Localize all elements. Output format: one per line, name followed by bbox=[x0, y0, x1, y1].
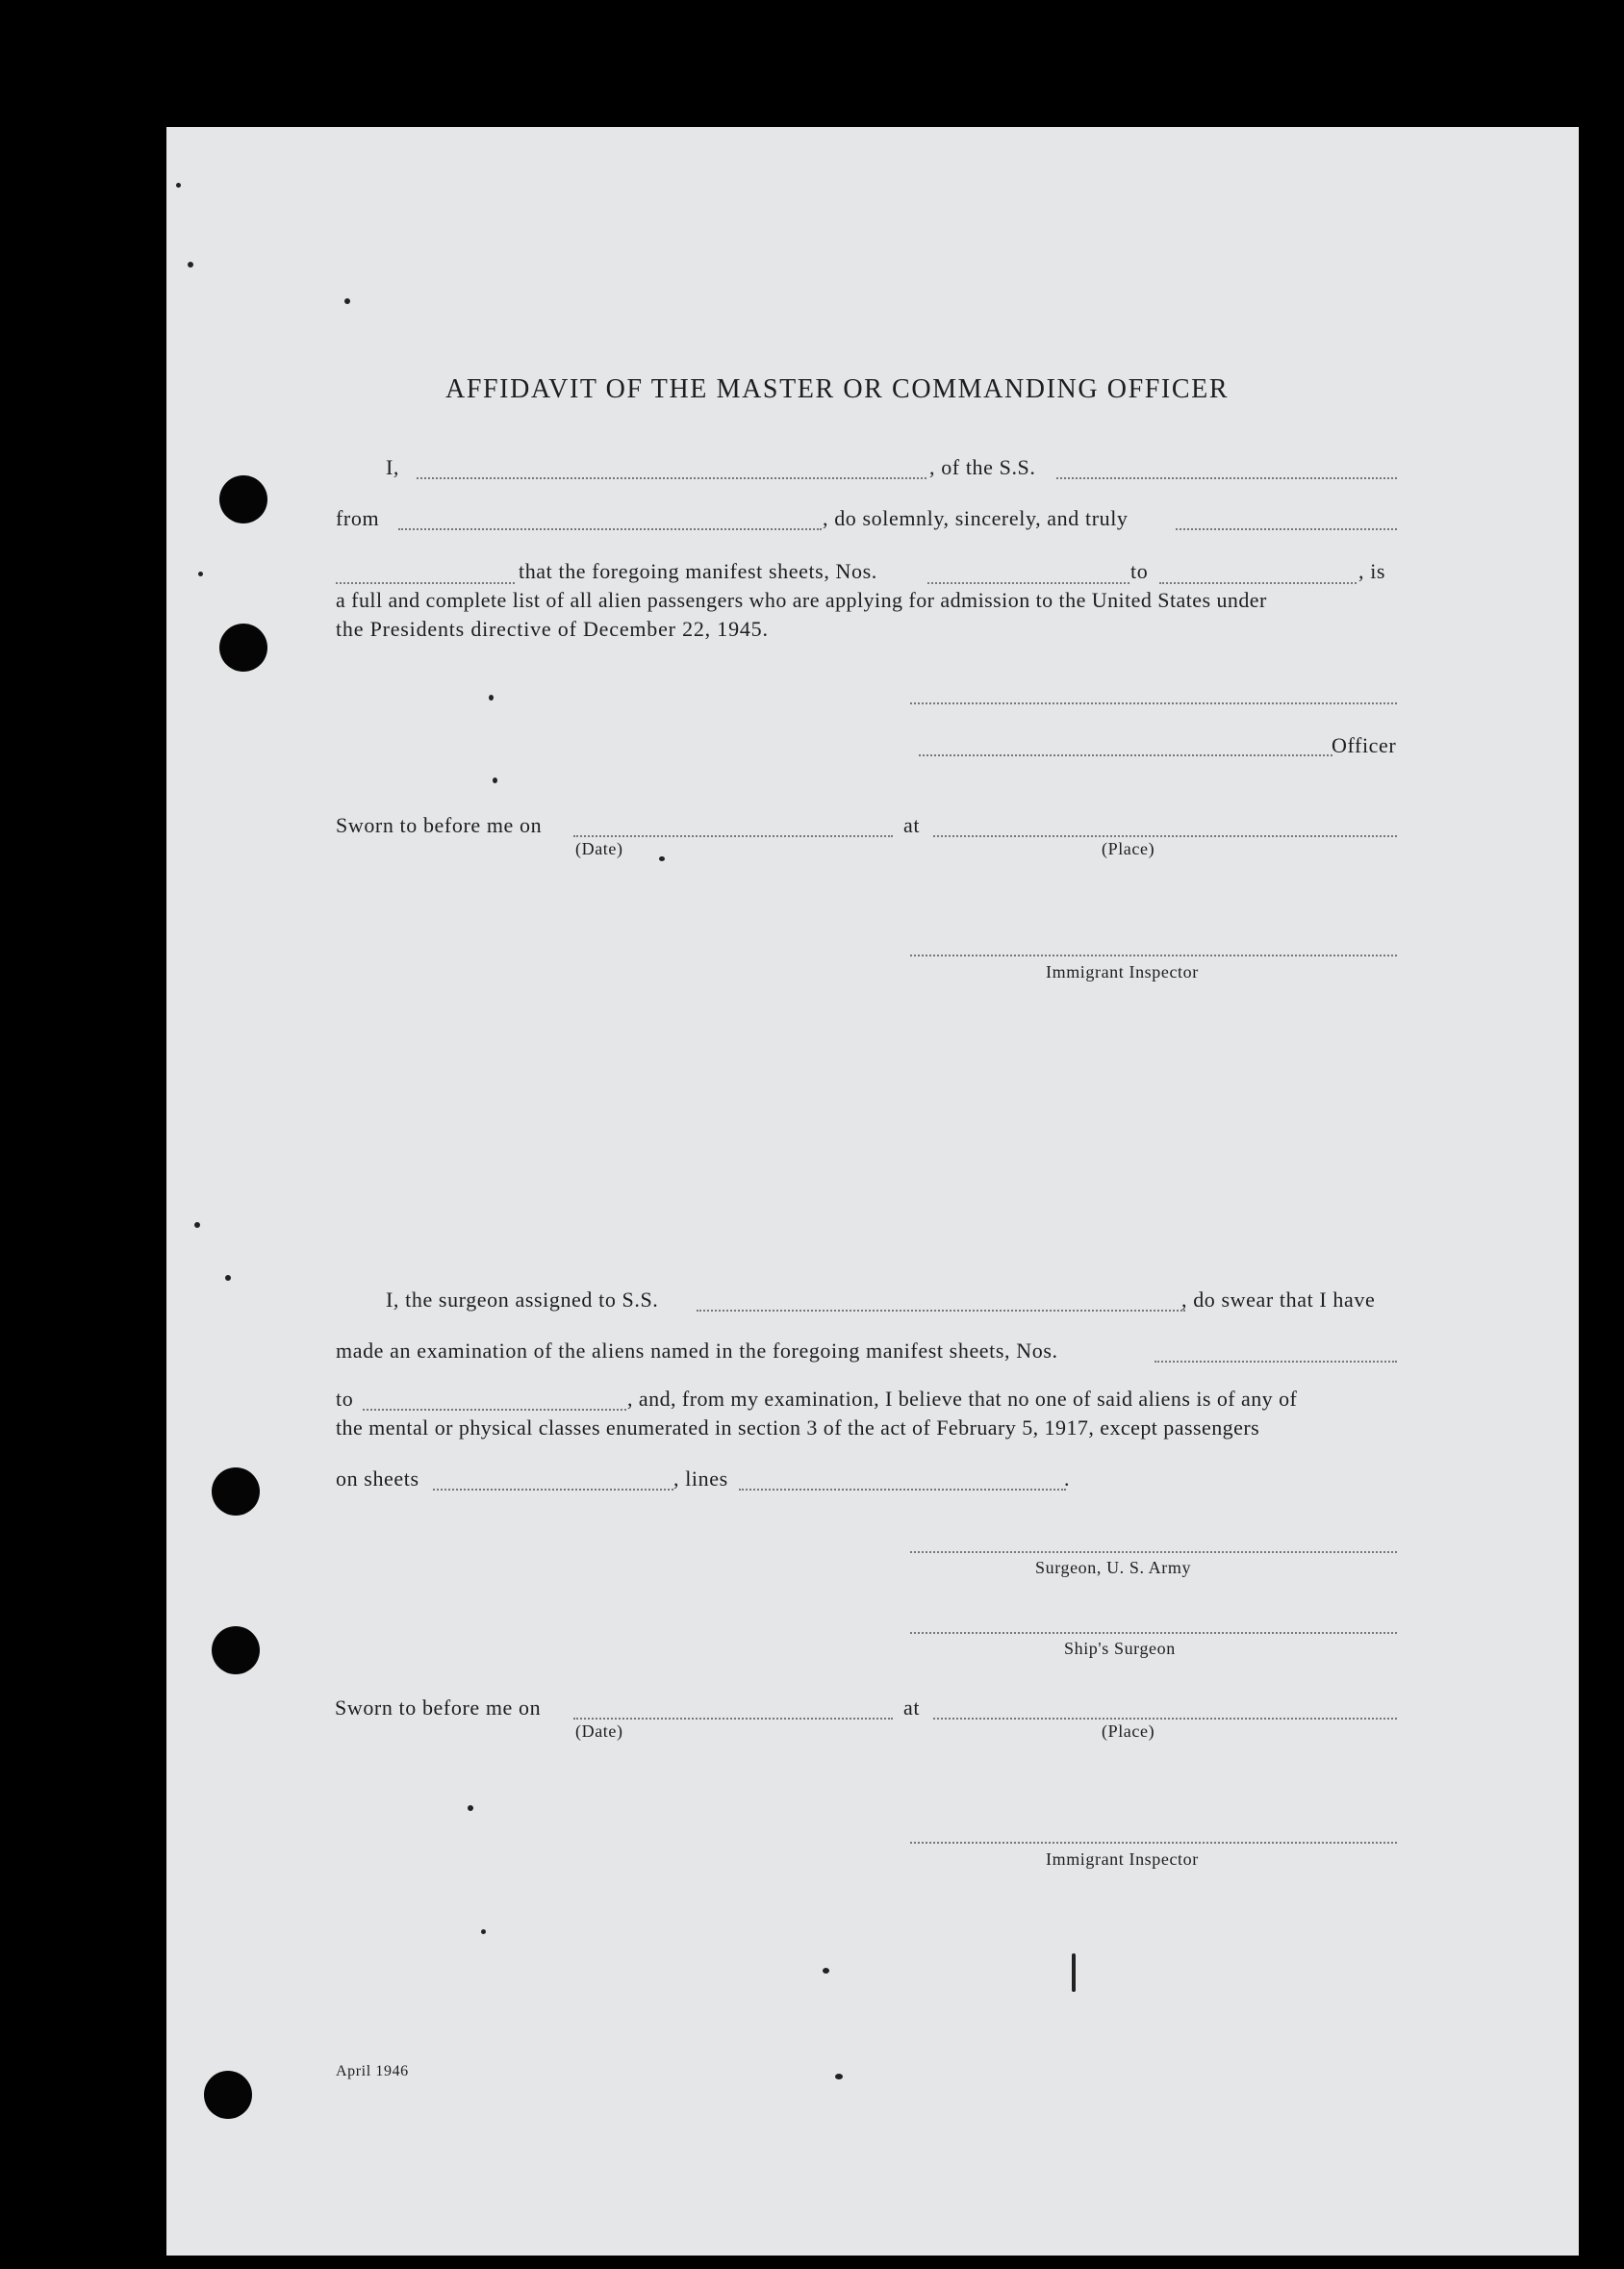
surgeon-sworn-place-field[interactable] bbox=[933, 1718, 1397, 1720]
army-surgeon-signature-field[interactable] bbox=[910, 1551, 1397, 1553]
surgeon-sworn-label: Sworn to before me on bbox=[335, 1695, 542, 1720]
place-caption: (Place) bbox=[1102, 839, 1155, 858]
surgeon-line2: made an examination of the aliens named in the foregoing manifest sheets, Nos. bbox=[336, 1338, 1058, 1363]
is-label: , is bbox=[1358, 559, 1386, 583]
officer-label: Officer bbox=[1332, 733, 1397, 757]
speck bbox=[176, 183, 181, 188]
from-field[interactable] bbox=[398, 528, 822, 530]
except-sheets-field[interactable] bbox=[433, 1489, 673, 1491]
surgeon-sworn-date-field[interactable] bbox=[573, 1718, 893, 1720]
speck bbox=[823, 1968, 829, 1974]
form-title: AFFIDAVIT OF THE MASTER OR COMMANDING OFFICER bbox=[445, 374, 1230, 404]
sheet-to-field[interactable] bbox=[1159, 582, 1357, 584]
speck bbox=[198, 572, 203, 576]
surgeon-line1-b: , do swear that I have bbox=[1181, 1287, 1376, 1312]
master-text-line3: the Presidents directive of December 22, 1945. bbox=[336, 617, 769, 641]
ships-surgeon-caption: Ship's Surgeon bbox=[1064, 1639, 1176, 1658]
surgeon-inspector-signature-field[interactable] bbox=[910, 1842, 1397, 1844]
surgeon-line3-b: , and, from my examination, I believe that no one of said aliens is of any of bbox=[627, 1387, 1298, 1411]
surgeon-line4: the mental or physical classes enumerated in section 3 of the act of February 5, 1917, except passengers bbox=[336, 1415, 1260, 1440]
lines-label: , lines bbox=[673, 1466, 728, 1491]
sworn-place-field[interactable] bbox=[933, 835, 1397, 837]
punch-hole bbox=[219, 475, 267, 523]
master-signature-field[interactable] bbox=[910, 702, 1397, 704]
footer-date: April 1946 bbox=[336, 2063, 409, 2079]
inspector-signature-field[interactable] bbox=[910, 955, 1397, 956]
punch-hole bbox=[212, 1626, 260, 1674]
speck bbox=[489, 695, 494, 701]
speck bbox=[1072, 1953, 1076, 1992]
speck bbox=[194, 1222, 200, 1228]
declaration-field[interactable] bbox=[1176, 528, 1397, 530]
of-the-ss-label: , of the S.S. bbox=[929, 455, 1036, 479]
speck bbox=[225, 1275, 231, 1281]
surgeon-to-label: to bbox=[336, 1387, 354, 1411]
to-label: to bbox=[1130, 559, 1149, 583]
oath-word-field[interactable] bbox=[336, 582, 515, 584]
sheet-from-field[interactable] bbox=[927, 582, 1129, 584]
sworn-label: Sworn to before me on bbox=[336, 813, 543, 837]
inspector-caption: Immigrant Inspector bbox=[1046, 962, 1199, 982]
form-page bbox=[166, 127, 1579, 2256]
sworn-date-field[interactable] bbox=[573, 835, 893, 837]
lines-end-period: . bbox=[1064, 1466, 1071, 1491]
ship-name-field[interactable] bbox=[1056, 477, 1397, 479]
surgeon-sheet-from-field[interactable] bbox=[1155, 1361, 1397, 1363]
speck bbox=[481, 1929, 486, 1934]
speck bbox=[835, 2074, 843, 2079]
speck bbox=[344, 298, 350, 304]
punch-hole bbox=[219, 624, 267, 672]
from-label: from bbox=[336, 506, 380, 530]
master-name-field[interactable] bbox=[417, 477, 926, 479]
speck bbox=[468, 1805, 473, 1811]
punch-hole bbox=[204, 2071, 252, 2119]
punch-hole bbox=[212, 1467, 260, 1516]
speck bbox=[493, 778, 497, 783]
do-solemnly-label: , do solemnly, sincerely, and truly bbox=[823, 506, 1129, 530]
speck bbox=[188, 262, 193, 268]
master-text-line2: a full and complete list of all alien passengers who are applying for admission to the United States under bbox=[336, 588, 1267, 612]
at-label: at bbox=[903, 813, 921, 837]
ships-surgeon-signature-field[interactable] bbox=[910, 1632, 1397, 1634]
surgeon-inspector-caption: Immigrant Inspector bbox=[1046, 1849, 1199, 1869]
surgeon-at-label: at bbox=[903, 1695, 921, 1720]
master-i-label: I, bbox=[386, 455, 400, 479]
surgeon-sheet-to-field[interactable] bbox=[363, 1409, 626, 1411]
officer-title-field[interactable] bbox=[919, 754, 1332, 756]
date-caption: (Date) bbox=[575, 839, 623, 858]
army-surgeon-caption: Surgeon, U. S. Army bbox=[1035, 1558, 1192, 1577]
except-lines-field[interactable] bbox=[739, 1489, 1066, 1491]
surgeon-date-caption: (Date) bbox=[575, 1721, 623, 1741]
surgeon-ship-field[interactable] bbox=[697, 1310, 1185, 1312]
surgeon-place-caption: (Place) bbox=[1102, 1721, 1155, 1741]
surgeon-line1-a: I, the surgeon assigned to S.S. bbox=[386, 1287, 659, 1312]
on-sheets-label: on sheets bbox=[336, 1466, 419, 1491]
that-foregoing-label: that the foregoing manifest sheets, Nos. bbox=[519, 559, 877, 583]
speck bbox=[659, 856, 665, 861]
